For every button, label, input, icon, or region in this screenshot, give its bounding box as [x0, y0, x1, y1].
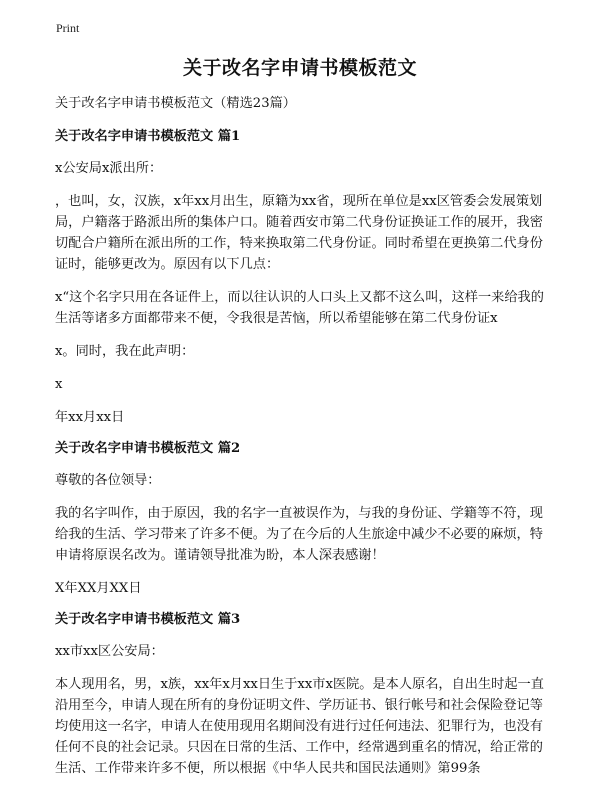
paragraph-date: X年XX月XX日 [55, 581, 142, 596]
document-subtitle: 关于改名字申请书模板范文（精选23篇） [55, 96, 296, 111]
paragraph: x [55, 377, 63, 392]
document-title: 关于改名字申请书模板范文 [182, 57, 417, 79]
section-heading-1: 关于改名字申请书模板范文 篇1 [55, 129, 241, 144]
print-link[interactable]: Print [56, 21, 80, 35]
paragraph-date: 年xx月xx日 [55, 410, 125, 425]
paragraph: ，也叫，女，汉族，x年xx月出生，原籍为xx省，现所在单位是xx区管委会发展策划局，户籍落于路派出所的集体户口。随着西安市第二代身份证换证工作的展开，我密切配合户籍所在派出所的工作，特来换取第二代身份证。同时希望在更换第二代身份证时，能够更改为。原因有以下几点： [55, 194, 543, 272]
paragraph: x“这个名字只用在各证件上，而以往认识的人口头上又都不这么叫，这样一来给我的生活等诸多方面都带来不便，令我很是苦恼，所以希望能够在第二代身份证x [55, 290, 544, 326]
section-heading-3: 关于改名字申请书模板范文 篇3 [55, 612, 241, 627]
document-body [55, 93, 555, 791]
paragraph: 尊敬的各位领导： [55, 473, 161, 488]
paragraph: xx市xx区公安局： [55, 644, 164, 659]
paragraph: x公安局x派出所： [55, 161, 163, 176]
paragraph: 本人现用名，男，x族，xx年x月xx日生于xx市x医院。是本人原名，自出生时起一直沿用至今，申请人现在所有的身份证明文件、学历证书、银行帐号和社会保险登记等均使用这一名字，申请人在使用现用名期间没有进行过任何违法、犯罪行为，也没有任何不良的社会记录。只因在日常的生活、工作中，经常遇到重名的情况，给正常的生活、工作带来许多不便，所以根据《中华人民共和国民法通则》第99条 [55, 677, 544, 776]
paragraph: 我的名字叫作，由于原因，我的名字一直被误作为，与我的身份证、学籍等不符，现给我的生活、学习带来了许多不便。为了在今后的人生旅途中减少不必要的麻烦，特申请将原误名改为。谨请领导批准为盼，本人深表感谢！ [55, 506, 543, 563]
section-heading-2: 关于改名字申请书模板范文 篇2 [55, 441, 241, 456]
paragraph: x。同时，我在此声明： [55, 344, 195, 359]
